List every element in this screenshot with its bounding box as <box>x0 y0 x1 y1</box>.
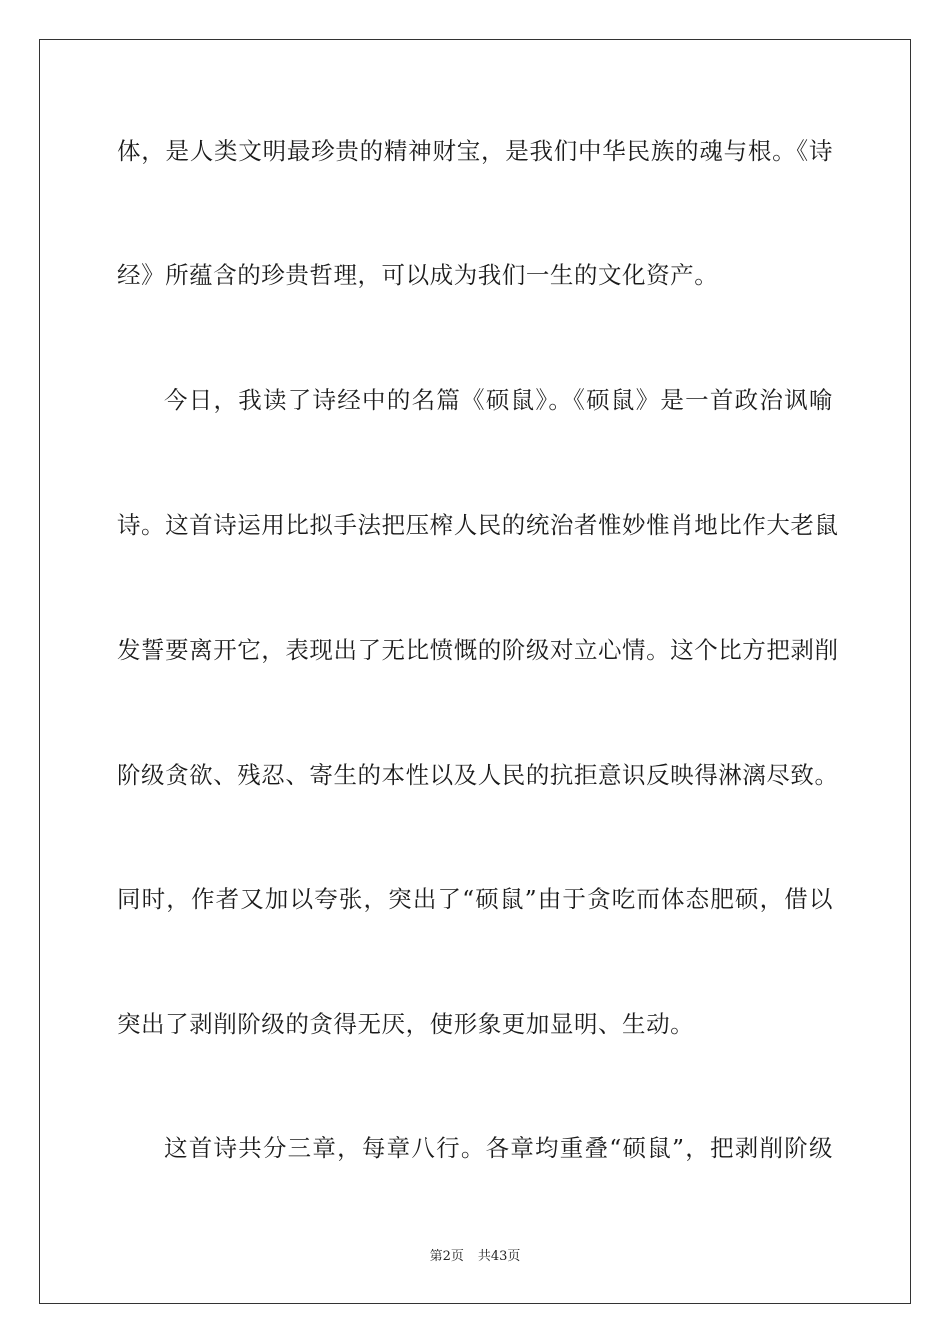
text-line-3: 今日，我读了诗经中的名篇《硕鼠》。《硕鼠》是一首政治讽喻 <box>164 386 833 414</box>
text-line-7: 同时，作者又加以夸张，突出了“硕鼠”由于贪吃而体态肥硕，借以 <box>117 885 833 913</box>
text-line-4: 诗。这首诗运用比拟手法把压榨人民的统治者惟妙惟肖地比作大老鼠 <box>117 511 839 539</box>
text-line-2: 经》所蕴含的珍贵哲理，可以成为我们一生的文化资产。 <box>117 261 719 289</box>
text-line-9: 这首诗共分三章，每章八行。各章均重叠“硕鼠”，把剥削阶级 <box>164 1134 833 1162</box>
page-number-total: 共43页 <box>477 1249 521 1264</box>
text-line-1: 体，是人类文明最珍贵的精神财宝，是我们中华民族的魂与根。《诗 <box>117 137 833 165</box>
text-line-5: 发誓要离开它，表现出了无比愤慨的阶级对立心情。这个比方把剥削 <box>117 636 839 664</box>
page-number-current: 第2页 <box>429 1249 464 1264</box>
text-line-8: 突出了剥削阶级的贪得无厌，使形象更加显明、生动。 <box>117 1010 695 1038</box>
page-border <box>39 39 911 1304</box>
text-line-6: 阶级贪欲、残忍、寄生的本性以及人民的抗拒意识反映得淋漓尽致。 <box>117 761 839 789</box>
page-footer <box>0 1248 950 1266</box>
